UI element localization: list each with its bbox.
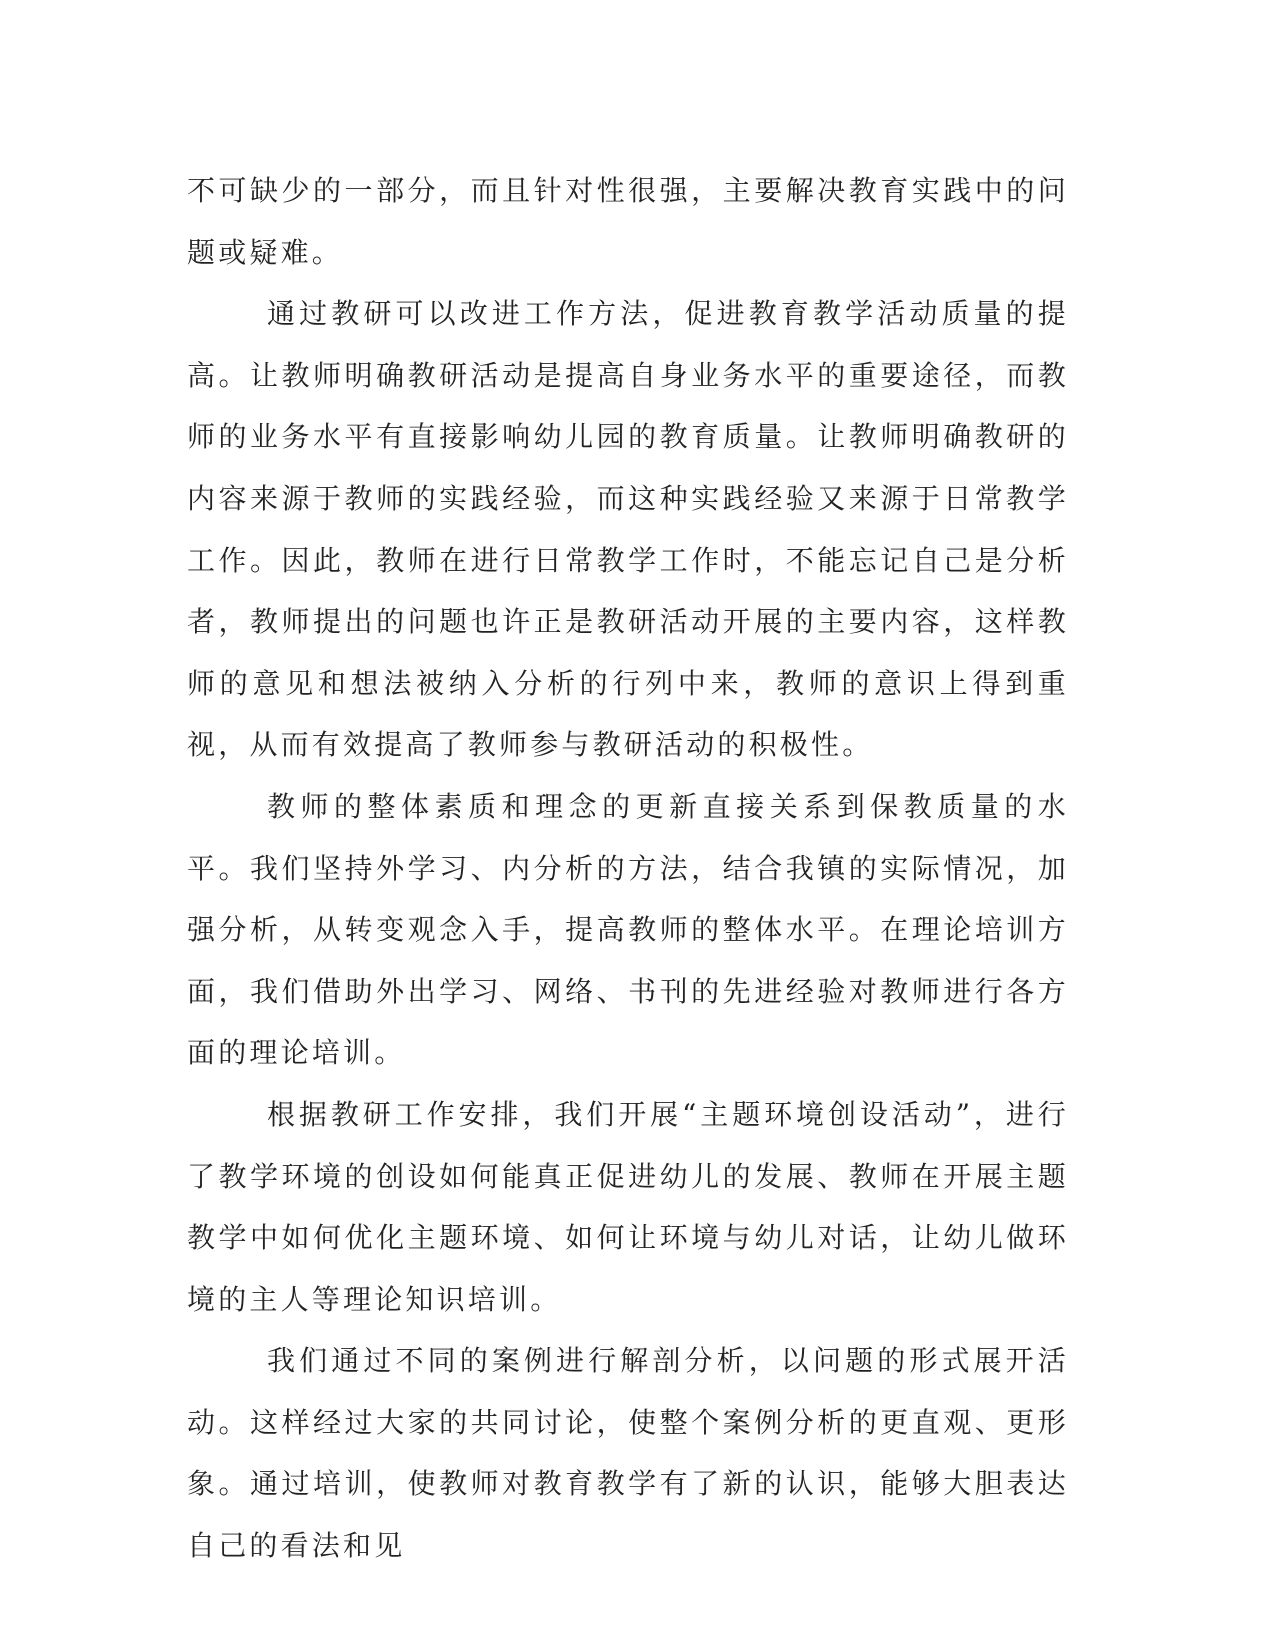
paragraph-case-analysis: 我们通过不同的案例进行解剖分析，以问题的形式展开活动。这样经过大家的共同讨论，使整个案例分析的更直观、更形象。通过培训，使教师对教育教学有了新的认识，能够大胆表达自己的看法和见 — [187, 1344, 1069, 1563]
paragraph-teacher-quality: 教师的整体素质和理念的更新直接关系到保教质量的水平。我们坚持外学习、内分析的方法，结合我镇的实际情况，加强分析，从转变观念入手，提高教师的整体水平。在理论培训方面，我们借助外出学习、网络、书刊的先进经验对教师进行各方面的理论培训。 — [187, 789, 1069, 1070]
document-body — [187, 160, 1069, 1577]
paragraph-environment-activity: 根据教研工作安排，我们开展“主题环境创设活动”，进行了教学环境的创设如何能真正促进幼儿的发展、教师在开展主题教学中如何优化主题环境、如何让环境与幼儿对话，让幼儿做环境的主人等理论知识培训。 — [187, 1097, 1069, 1316]
paragraph-continuation: 不可缺少的一部分，而且针对性很强，主要解决教育实践中的问题或疑难。 — [187, 174, 1069, 269]
paragraph-teaching-research-benefits: 通过教研可以改进工作方法，促进教育教学活动质量的提高。让教师明确教研活动是提高自身业务水平的重要途径，而教师的业务水平有直接影响幼儿园的教育质量。让教师明确教研的内容来源于教师的实践经验，而这种实践经验又来源于日常教学工作。因此，教师在进行日常教学工作时，不能忘记自己是分析者，教师提出的问题也许正是教研活动开展的主要内容，这样教师的意见和想法被纳入分析的行列中来，教师的意识上得到重视，从而有效提高了教师参与教研活动的积极性。 — [187, 297, 1069, 762]
